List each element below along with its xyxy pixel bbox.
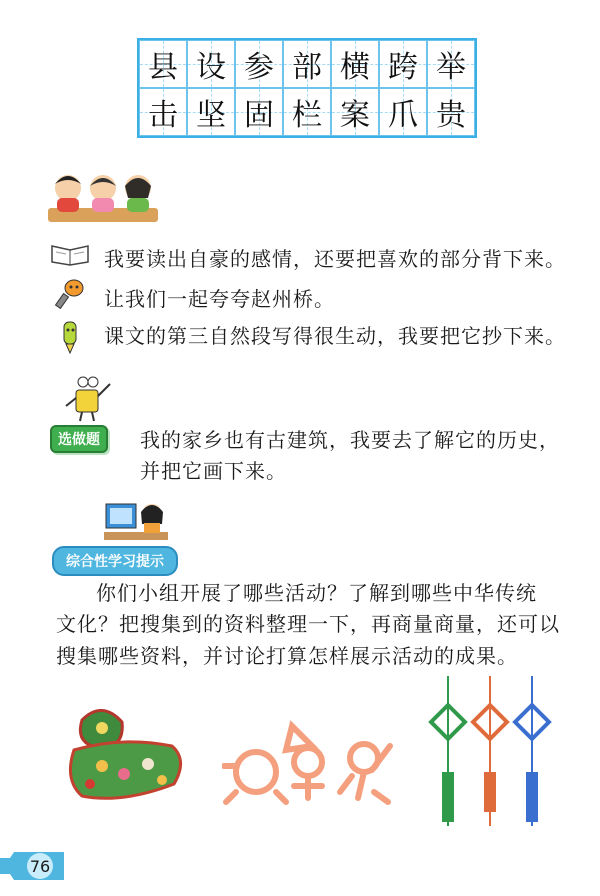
character-row-2	[139, 88, 475, 136]
character-cell: 固	[235, 88, 283, 136]
page-number-tab	[0, 852, 64, 880]
optional-task-line-1: 我的家乡也有古建筑，我要去了解它的历史，	[140, 428, 560, 452]
comprehensive-paragraph-line-3: 搜集哪些资料，并讨论打算怎样展示活动的成果。	[56, 644, 518, 668]
cartoon-character-icon	[62, 376, 114, 422]
character-cell: 栏	[283, 88, 331, 136]
character-cell: 击	[139, 88, 187, 136]
statement-3: 课文的第三自然段写得很生动，我要把它抄下来。	[104, 324, 566, 348]
microphone-icon	[54, 278, 86, 310]
optional-task-badge: 选做题	[50, 425, 108, 453]
character-cell: 坚	[187, 88, 235, 136]
three-children-illustration	[48, 168, 158, 222]
chinese-knots-illustration	[426, 676, 556, 826]
character-cell: 贵	[427, 88, 475, 136]
open-book-icon	[50, 242, 90, 266]
character-cell: 县	[139, 40, 187, 88]
character-cell: 横	[331, 40, 379, 88]
character-row-1	[139, 40, 475, 88]
comprehensive-paragraph-line-2: 文化？把搜集到的资料整理一下，再商量商量，还可以	[56, 612, 560, 636]
character-cell: 参	[235, 40, 283, 88]
optional-task-line-2: 并把它画下来。	[140, 459, 287, 483]
character-cell: 案	[331, 88, 379, 136]
tiger-embroidery-illustration	[62, 700, 192, 808]
character-grid	[137, 38, 477, 138]
page-number: 76	[29, 857, 51, 876]
character-cell: 设	[187, 40, 235, 88]
pen-icon	[58, 318, 82, 354]
comprehensive-learning-badge: 综合性学习提示	[52, 546, 178, 576]
character-cell: 举	[427, 40, 475, 88]
character-cell: 部	[283, 40, 331, 88]
character-cell: 爪	[379, 88, 427, 136]
girl-at-computer-illustration	[104, 498, 168, 544]
character-cell: 跨	[379, 40, 427, 88]
comprehensive-paragraph-line-1: 你们小组开展了哪些活动？了解到哪些中华传统	[96, 581, 537, 605]
statement-2: 让我们一起夸夸赵州桥。	[104, 287, 335, 311]
statement-1: 我要读出自豪的感情，还要把喜欢的部分背下来。	[104, 247, 566, 271]
paper-cut-illustration	[222, 706, 398, 806]
